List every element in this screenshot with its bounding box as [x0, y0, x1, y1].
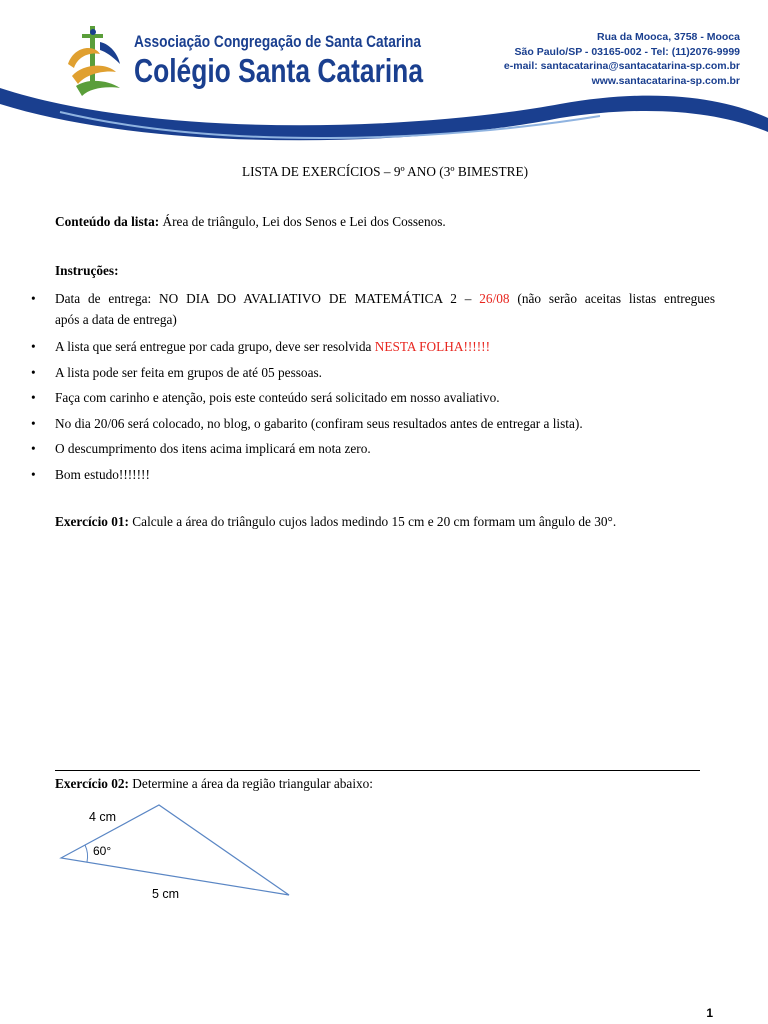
side-b-label: 5 cm: [152, 887, 180, 901]
bullet-icon: •: [31, 441, 36, 457]
triangle-figure: [55, 800, 305, 910]
document-title: LISTA DE EXERCÍCIOS – 9º ANO (3º BIMESTRE): [241, 164, 529, 179]
bullet-icon: •: [31, 291, 36, 306]
website: www.santacatarina-sp.com.br: [591, 74, 740, 87]
list-item: • Faça com carinho e atenção, pois este conteúdo será solicitado em nosso avaliativo.: [55, 387, 715, 408]
organization-name: Associação Congregação de Santa Catarina: [134, 33, 421, 51]
bullet-icon: •: [31, 364, 36, 380]
list-item: • Data de entrega: NO DIA DO AVALIATIVO DE MATEMÁTICA 2 – 26/08 (não serão aceitas listas entregues após a data de entrega): [55, 288, 715, 330]
answer-divider-line: [55, 770, 700, 771]
contact-info: [504, 30, 740, 88]
school-name: Colégio Santa Catarina: [134, 52, 423, 89]
list-item: • O descumprimento dos itens acima implicará em nota zero.: [55, 438, 715, 459]
bullet-icon: •: [31, 390, 36, 406]
bullet-icon: •: [31, 415, 36, 431]
city-phone: São Paulo/SP - 03165-002 - Tel: (11)2076-9999: [514, 45, 740, 58]
exercise-02-label: Exercício 02:: [55, 776, 129, 791]
list-item: • A lista pode ser feita em grupos de até 05 pessoas.: [55, 362, 715, 383]
content-label: Conteúdo da lista:: [55, 214, 160, 229]
school-crest-icon: [60, 24, 130, 100]
email: e-mail: santacatarina@santacatarina-sp.com.br: [503, 60, 740, 72]
exercise-02: [55, 776, 373, 792]
bullet-icon: •: [31, 466, 36, 482]
content-text: Área de triângulo, Lei dos Senos e Lei dos Cossenos.: [159, 214, 446, 229]
content-line: [55, 214, 446, 230]
exercise-01-label: Exercício 01:: [55, 514, 129, 529]
bullet-icon: •: [31, 339, 36, 354]
side-a-label: 4 cm: [89, 810, 117, 824]
instructions-heading: Instruções:: [55, 263, 119, 278]
exercise-02-text: Determine a área da região triangular abaixo:: [128, 776, 374, 791]
angle-label: 60°: [93, 844, 112, 858]
exercise-01-text: Calcule a área do triângulo cujos lados medindo 15 cm e 20 cm formam um ângulo de 30°.: [128, 514, 617, 529]
list-item: • No dia 20/06 será colocado, no blog, o gabarito (confiram seus resultados antes de entregar a lista).: [55, 413, 715, 434]
instructions-list: [31, 288, 715, 490]
list-item: • Bom estudo!!!!!!!: [55, 464, 715, 485]
delivery-date: 26/08: [479, 291, 510, 306]
highlight-text: NESTA FOLHA!!!!!!: [374, 339, 491, 354]
letterhead: [0, 0, 768, 160]
page-number: 1: [706, 1006, 713, 1020]
address: Rua da Mooca, 3758 - Mooca: [597, 31, 740, 43]
angle-arc: [85, 845, 88, 862]
list-item: • A lista que será entregue por cada grupo, deve ser resolvida NESTA FOLHA!!!!!!: [55, 336, 715, 357]
exercise-01: [55, 514, 616, 530]
